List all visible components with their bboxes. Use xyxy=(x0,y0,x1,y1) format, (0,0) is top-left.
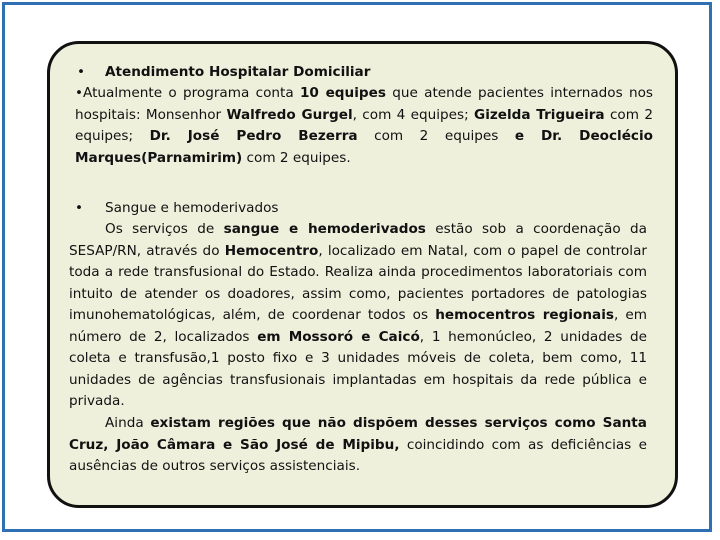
section2-heading xyxy=(75,198,279,220)
text-run: com 2 equipes. xyxy=(242,149,351,166)
text-run: estão sob a coordenação da SESAP/RN, através do xyxy=(69,221,647,259)
text-run: Os serviços de xyxy=(105,221,224,237)
text-run: em Mossoró e Caicó xyxy=(257,328,420,345)
bullet-icon: • xyxy=(75,200,84,216)
text-run: Dr. José Pedro Bezerra xyxy=(149,128,358,144)
text-run: Ainda xyxy=(105,415,151,431)
text-run: , 1 hemonúcleo, 2 unidades de coleta e transfusão,1 posto fixo e 3 unidades móveis de coleta, bem como, 11 unidades de agências transfusionais implantadas em hospitais da rede pública e privada. xyxy=(69,328,648,409)
text-run: coincidindo com as deficiências e ausências de outros serviços assistenciais. xyxy=(69,436,647,474)
text-run: Walfredo Gurgel xyxy=(226,106,353,123)
section2-title: Sangue e hemoderivados xyxy=(105,200,279,216)
text-run: Hemocentro xyxy=(224,242,319,259)
section2-body-2 xyxy=(69,415,647,474)
bullet-icon: • xyxy=(75,85,84,101)
section2-body-1 xyxy=(69,221,647,409)
section1-body xyxy=(75,85,653,166)
text-run: , com 4 equipes; xyxy=(352,106,475,123)
section1-heading xyxy=(77,62,370,84)
text-run: , em número de 2, localizados xyxy=(69,307,648,345)
text-run: existam regiões que não dispõem desses serviços como Santa Cruz, João Câmara e São José de Mipibu, xyxy=(69,415,647,453)
text-run: com 2 equipes xyxy=(357,128,515,144)
text-run: 10 equipes xyxy=(299,85,386,101)
section1-paragraph xyxy=(75,83,653,169)
section2-paragraph-1 xyxy=(69,219,647,413)
text-run: com 2 equipes; xyxy=(75,106,653,144)
section1-title: Atendimento Hospitalar Domiciliar xyxy=(105,64,371,80)
text-run: Gizelda Trigueira xyxy=(474,106,605,123)
text-run: Atualmente o programa conta xyxy=(83,85,300,101)
bullet-icon: • xyxy=(77,64,86,80)
text-run: que atende pacientes internados nos hospitais: Monsenhor xyxy=(75,85,653,123)
text-run: sangue e hemoderivados xyxy=(223,221,426,237)
text-run: , localizado em Natal, com o papel de controlar toda a rede transfusional do Estado. Realiza ainda procedimentos laboratoriais com intuito de atender os doadores, assim como, pacientes portadores de patologias imunohematológicas, além, de coordenar todos os xyxy=(69,242,647,323)
text-run: hemocentros regionais xyxy=(435,307,614,323)
text-run: e Dr. Deoclécio Marques(Parnamirim) xyxy=(75,128,653,166)
section2-paragraph-2 xyxy=(69,413,647,478)
